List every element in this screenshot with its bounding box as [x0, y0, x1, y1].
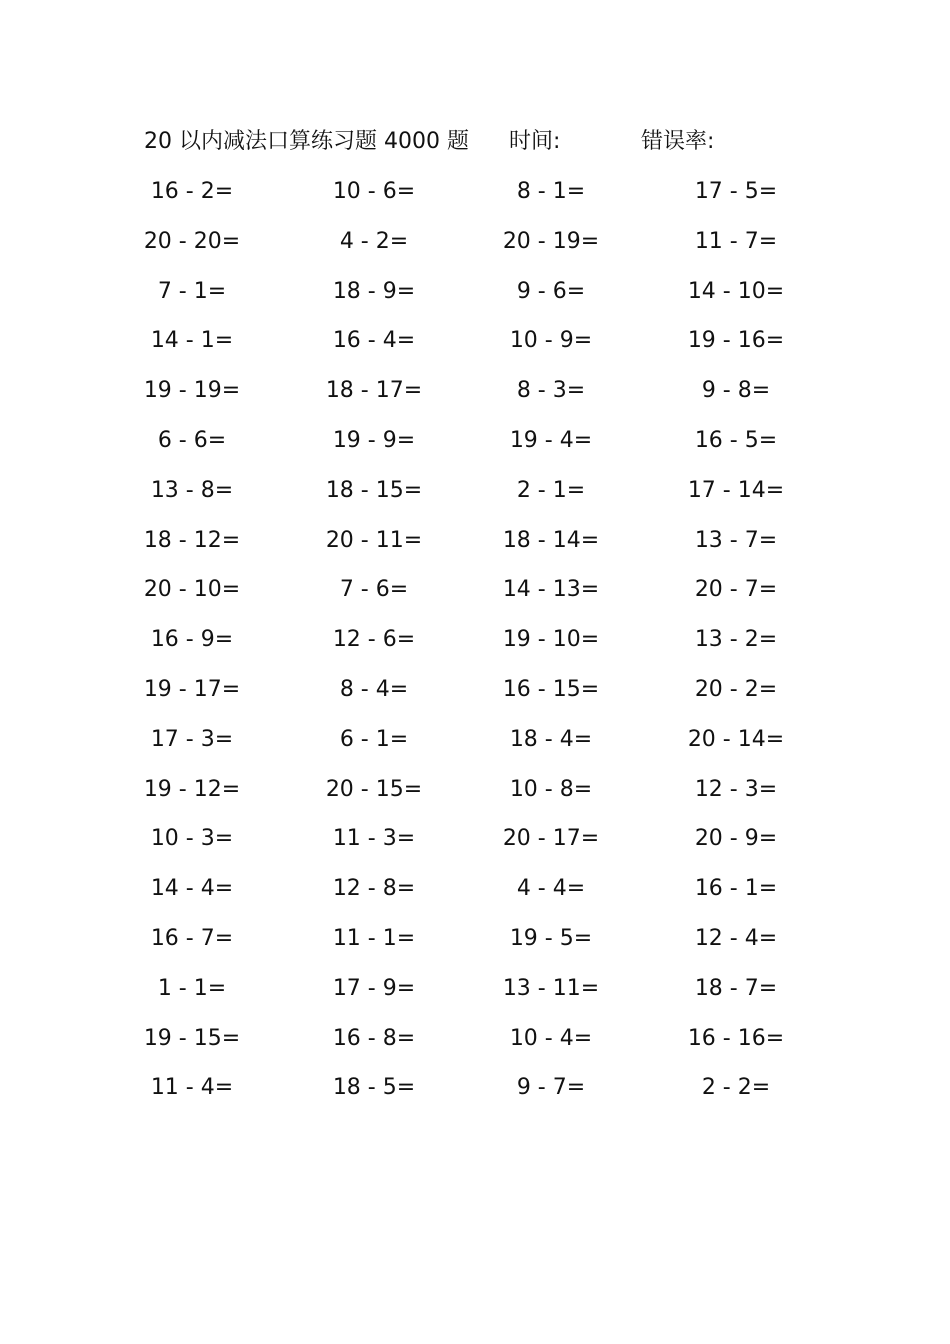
problem-item: 16 - 5=: [694, 427, 778, 453]
problem-row: [0, 620, 950, 670]
error-rate-label: 错误率:: [641, 129, 715, 154]
problem-item: 20 - 2=: [694, 676, 778, 702]
problem-item: 20 - 7=: [694, 577, 778, 603]
problem-item: 6 - 6=: [157, 427, 227, 453]
problem-row: [0, 471, 950, 521]
problem-item: 18 - 5=: [332, 1075, 416, 1101]
problem-item: 19 - 15=: [143, 1025, 241, 1051]
problem-item: 11 - 1=: [332, 925, 416, 951]
problem-row: [0, 670, 950, 720]
problem-item: 20 - 15=: [325, 776, 423, 802]
problem-item: 16 - 1=: [694, 876, 778, 902]
problem-item: 20 - 14=: [687, 726, 785, 752]
problem-item: 20 - 19=: [502, 228, 600, 254]
problem-row: [0, 919, 950, 969]
problem-item: 10 - 3=: [150, 826, 234, 852]
problem-row: [0, 770, 950, 820]
time-label: 时间:: [509, 129, 561, 154]
problem-item: 11 - 4=: [150, 1075, 234, 1101]
problem-item: 13 - 8=: [150, 477, 234, 503]
problem-row: [0, 371, 950, 421]
problem-item: 18 - 14=: [502, 527, 600, 553]
problem-item: 13 - 7=: [694, 527, 778, 553]
problem-row: [0, 570, 950, 620]
problem-item: 10 - 9=: [509, 328, 593, 354]
problem-item: 18 - 4=: [509, 726, 593, 752]
problem-item: 17 - 9=: [332, 975, 416, 1001]
problem-row: [0, 521, 950, 571]
problem-item: 19 - 19=: [143, 378, 241, 404]
problem-item: 17 - 3=: [150, 726, 234, 752]
problem-item: 13 - 11=: [502, 975, 600, 1001]
problem-item: 12 - 6=: [332, 627, 416, 653]
problem-item: 1 - 1=: [157, 975, 227, 1001]
problem-item: 18 - 12=: [143, 527, 241, 553]
problem-item: 16 - 16=: [687, 1025, 785, 1051]
problem-item: 7 - 1=: [157, 278, 227, 304]
problem-item: 7 - 6=: [339, 577, 409, 603]
problem-item: 14 - 4=: [150, 876, 234, 902]
problem-item: 19 - 10=: [502, 627, 600, 653]
problem-item: 20 - 17=: [502, 826, 600, 852]
problem-item: 20 - 9=: [694, 826, 778, 852]
problem-item: 2 - 2=: [701, 1075, 771, 1101]
problem-item: 8 - 3=: [516, 378, 586, 404]
problem-item: 18 - 17=: [325, 378, 423, 404]
problem-item: 16 - 2=: [150, 179, 234, 204]
problem-row: [0, 869, 950, 919]
problem-item: 20 - 11=: [325, 527, 423, 553]
problem-item: 9 - 7=: [516, 1075, 586, 1101]
problem-item: 4 - 2=: [339, 228, 409, 254]
problem-row: [0, 321, 950, 371]
problem-row: [0, 819, 950, 869]
problem-row: [0, 720, 950, 770]
problem-item: 12 - 3=: [694, 776, 778, 802]
problem-row: [0, 969, 950, 1019]
problem-row: [0, 272, 950, 322]
problem-item: 19 - 12=: [143, 776, 241, 802]
problem-row: [0, 222, 950, 272]
problem-item: 8 - 1=: [516, 179, 586, 204]
problem-item: 6 - 1=: [339, 726, 409, 752]
problem-row: [0, 1019, 950, 1069]
problem-item: 10 - 4=: [509, 1025, 593, 1051]
worksheet-header: [0, 124, 950, 164]
problem-item: 10 - 8=: [509, 776, 593, 802]
problem-row: [0, 1068, 950, 1118]
problem-item: 8 - 4=: [339, 676, 409, 702]
problem-item: 18 - 7=: [694, 975, 778, 1001]
problem-item: 14 - 13=: [502, 577, 600, 603]
problem-item: 18 - 9=: [332, 278, 416, 304]
problem-item: 2 - 1=: [516, 477, 586, 503]
problem-item: 14 - 10=: [687, 278, 785, 304]
problem-item: 16 - 7=: [150, 925, 234, 951]
problem-item: 9 - 8=: [701, 378, 771, 404]
problem-item: 13 - 2=: [694, 627, 778, 653]
problem-item: 9 - 6=: [516, 278, 586, 304]
problem-item: 11 - 7=: [694, 228, 778, 254]
problem-item: 12 - 4=: [694, 925, 778, 951]
worksheet-title: 20 以内减法口算练习题 4000 题: [144, 129, 469, 154]
problem-grid: [0, 172, 950, 1118]
problem-item: 16 - 15=: [502, 676, 600, 702]
problem-item: 12 - 8=: [332, 876, 416, 902]
problem-item: 20 - 20=: [143, 228, 241, 254]
problem-item: 14 - 1=: [150, 328, 234, 354]
problem-item: 19 - 9=: [332, 427, 416, 453]
problem-item: 19 - 5=: [509, 925, 593, 951]
problem-item: 17 - 5=: [694, 179, 778, 204]
problem-item: 19 - 4=: [509, 427, 593, 453]
problem-item: 19 - 16=: [687, 328, 785, 354]
problem-row: [0, 172, 950, 222]
problem-item: 17 - 14=: [687, 477, 785, 503]
problem-item: 20 - 10=: [143, 577, 241, 603]
problem-item: 10 - 6=: [332, 179, 416, 204]
problem-item: 19 - 17=: [143, 676, 241, 702]
problem-item: 11 - 3=: [332, 826, 416, 852]
problem-item: 16 - 8=: [332, 1025, 416, 1051]
problem-item: 4 - 4=: [516, 876, 586, 902]
problem-item: 16 - 9=: [150, 627, 234, 653]
problem-item: 18 - 15=: [325, 477, 423, 503]
problem-row: [0, 421, 950, 471]
problem-item: 16 - 4=: [332, 328, 416, 354]
